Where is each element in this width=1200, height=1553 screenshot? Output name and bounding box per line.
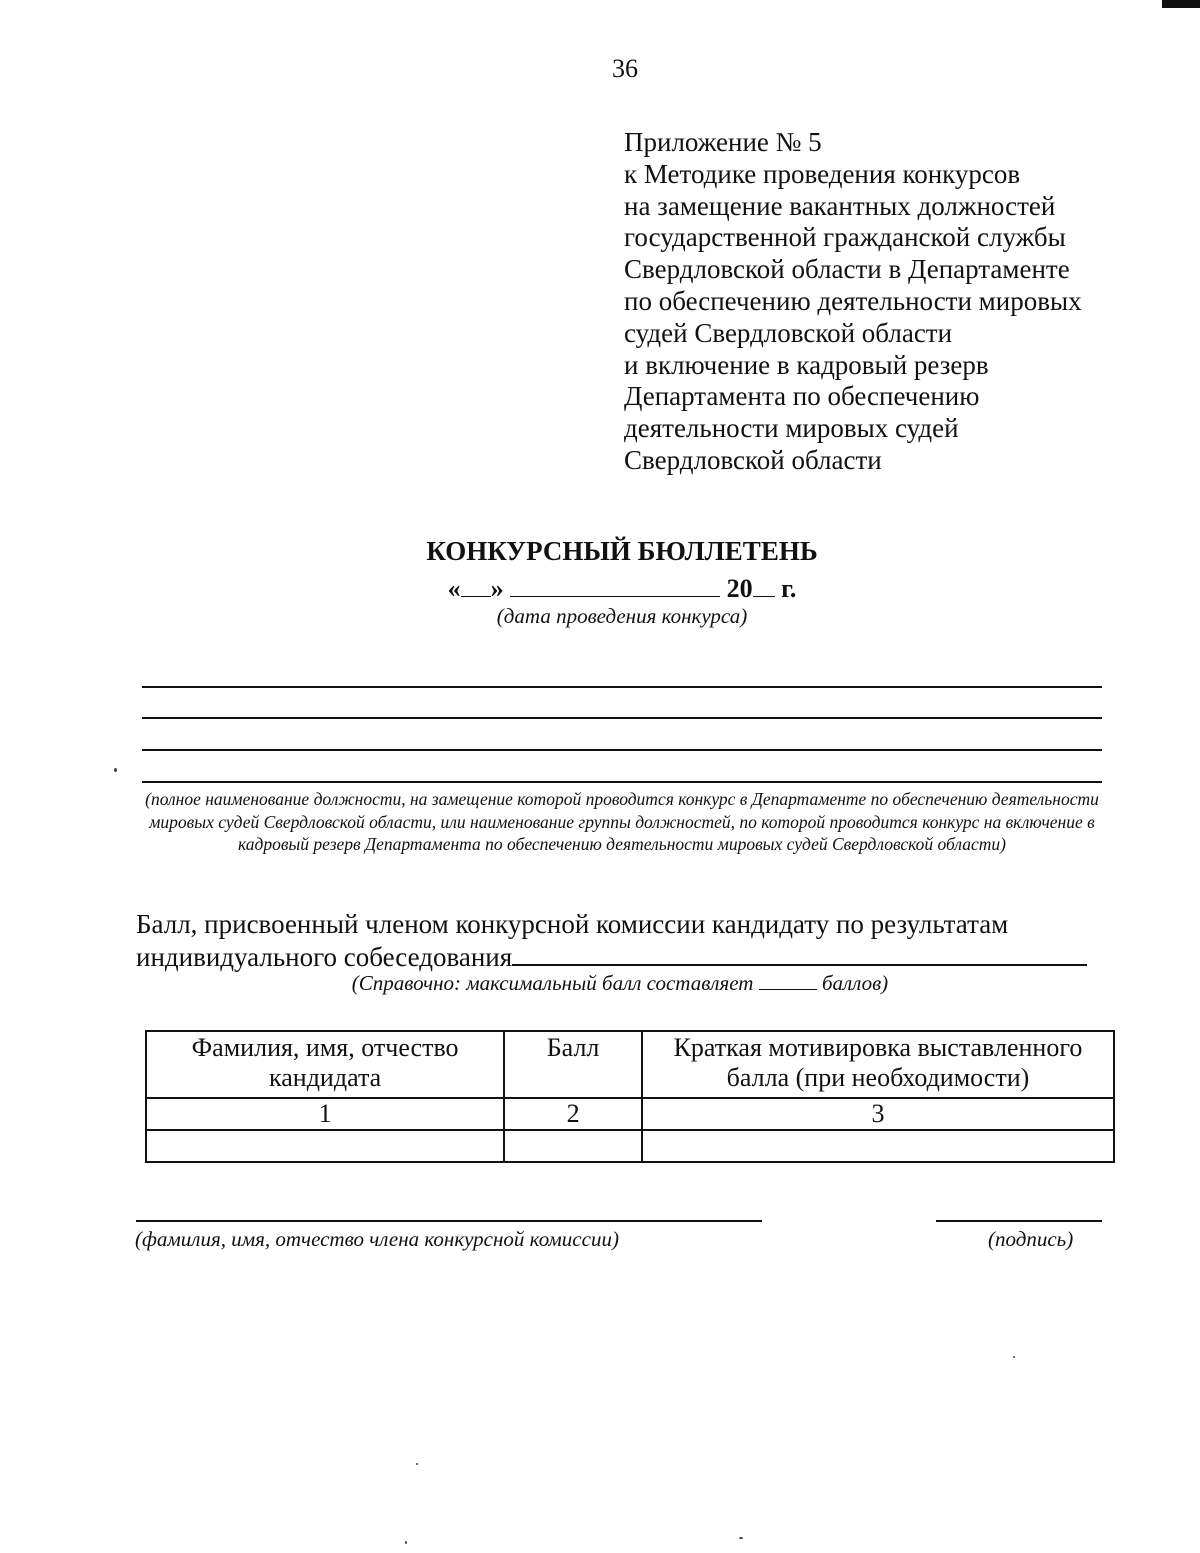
member-name-line[interactable]: [136, 1220, 762, 1222]
appendix-line: судей Свердловской области: [624, 317, 953, 348]
appendix-line: государственной гражданской службы: [624, 222, 1066, 253]
year-blank[interactable]: [753, 570, 775, 597]
year-suffix: г.: [781, 574, 797, 603]
signature-caption: (подпись): [988, 1227, 1074, 1251]
year-prefix: 20: [726, 574, 753, 603]
document-title: КОНКУРСНЫЙ БЮЛЛЕТЕНЬ: [426, 536, 818, 566]
position-fill-line[interactable]: [142, 781, 1102, 783]
member-name-caption: (фамилия, имя, отчество члена конкурсной комиссии): [135, 1227, 619, 1251]
date-open-quote: «: [447, 574, 461, 603]
appendix-line: к Методике проведения конкурсов: [624, 158, 1021, 189]
date-close-quote: »: [490, 574, 504, 603]
table-row: [146, 1130, 1114, 1162]
column-number: 2: [504, 1098, 642, 1130]
column-number: 3: [642, 1098, 1114, 1130]
appendix-header: [624, 127, 1184, 477]
score-line-2: [136, 940, 1136, 973]
score-note-prefix: (Справочно: максимальный балл составляет: [351, 971, 754, 995]
motivation-cell[interactable]: [642, 1130, 1114, 1162]
date-line: [0, 570, 1200, 604]
scan-speck: [114, 768, 117, 772]
score-line-1: Балл, присвоенный членом конкурсной комиссии кандидату по результатам: [136, 909, 1009, 939]
appendix-line: Департамента по обеспечению: [624, 381, 980, 412]
score-note: [0, 971, 1200, 996]
score-statement: [136, 909, 1136, 973]
candidate-name-cell[interactable]: [146, 1130, 504, 1162]
scan-speck: [739, 1537, 743, 1539]
appendix-line: по обеспечению деятельности мировых: [624, 285, 1082, 316]
score-note-suffix: баллов): [821, 971, 889, 995]
appendix-line: на замещение вакантных должностей: [624, 190, 1056, 221]
max-score-blank[interactable]: [759, 971, 817, 990]
position-fill-line[interactable]: [142, 749, 1102, 751]
scan-speck: [1013, 1356, 1015, 1358]
score-table: [145, 1030, 1115, 1163]
score-line-2-text: индивидуального собеседования: [136, 942, 513, 972]
appendix-line: Свердловской области в Департаменте: [624, 254, 1070, 285]
position-fill-line[interactable]: [142, 686, 1102, 688]
date-caption: (дата проведения конкурса): [496, 604, 748, 628]
appendix-line: деятельности мировых судей: [624, 413, 959, 444]
scan-corner-mark: [1162, 0, 1200, 8]
page-number: 36: [612, 54, 638, 83]
scan-speck: [416, 1463, 418, 1465]
table-number-row: [146, 1098, 1114, 1130]
column-number: 1: [146, 1098, 504, 1130]
month-blank[interactable]: [510, 570, 720, 597]
header-motivation: Краткая мотивировка выставленного балла (при необходимости): [642, 1031, 1114, 1098]
signature-line[interactable]: [936, 1220, 1102, 1222]
scan-speck: [405, 1541, 407, 1544]
score-blank[interactable]: [512, 940, 1087, 966]
appendix-line: и включение в кадровый резерв: [624, 349, 989, 380]
score-cell[interactable]: [504, 1130, 642, 1162]
position-caption: (полное наименование должности, на замещение которой проводится конкурс в Департаменте по обеспечению деятельности мировых судей Свердловской области, или наименование группы должностей, по которой проводится конкурс на включение в кадровый резерв Департамента по обеспечению деятельности мировых судей Свердловской области): [145, 789, 1099, 854]
position-fill-line[interactable]: [142, 717, 1102, 719]
appendix-line: Приложение № 5: [624, 127, 822, 157]
header-score: Балл: [504, 1031, 642, 1098]
day-blank[interactable]: [461, 570, 491, 597]
header-candidate-name: Фамилия, имя, отчество кандидата: [146, 1031, 504, 1098]
table-header-row: [146, 1031, 1114, 1098]
appendix-line: Свердловской области: [624, 444, 882, 475]
